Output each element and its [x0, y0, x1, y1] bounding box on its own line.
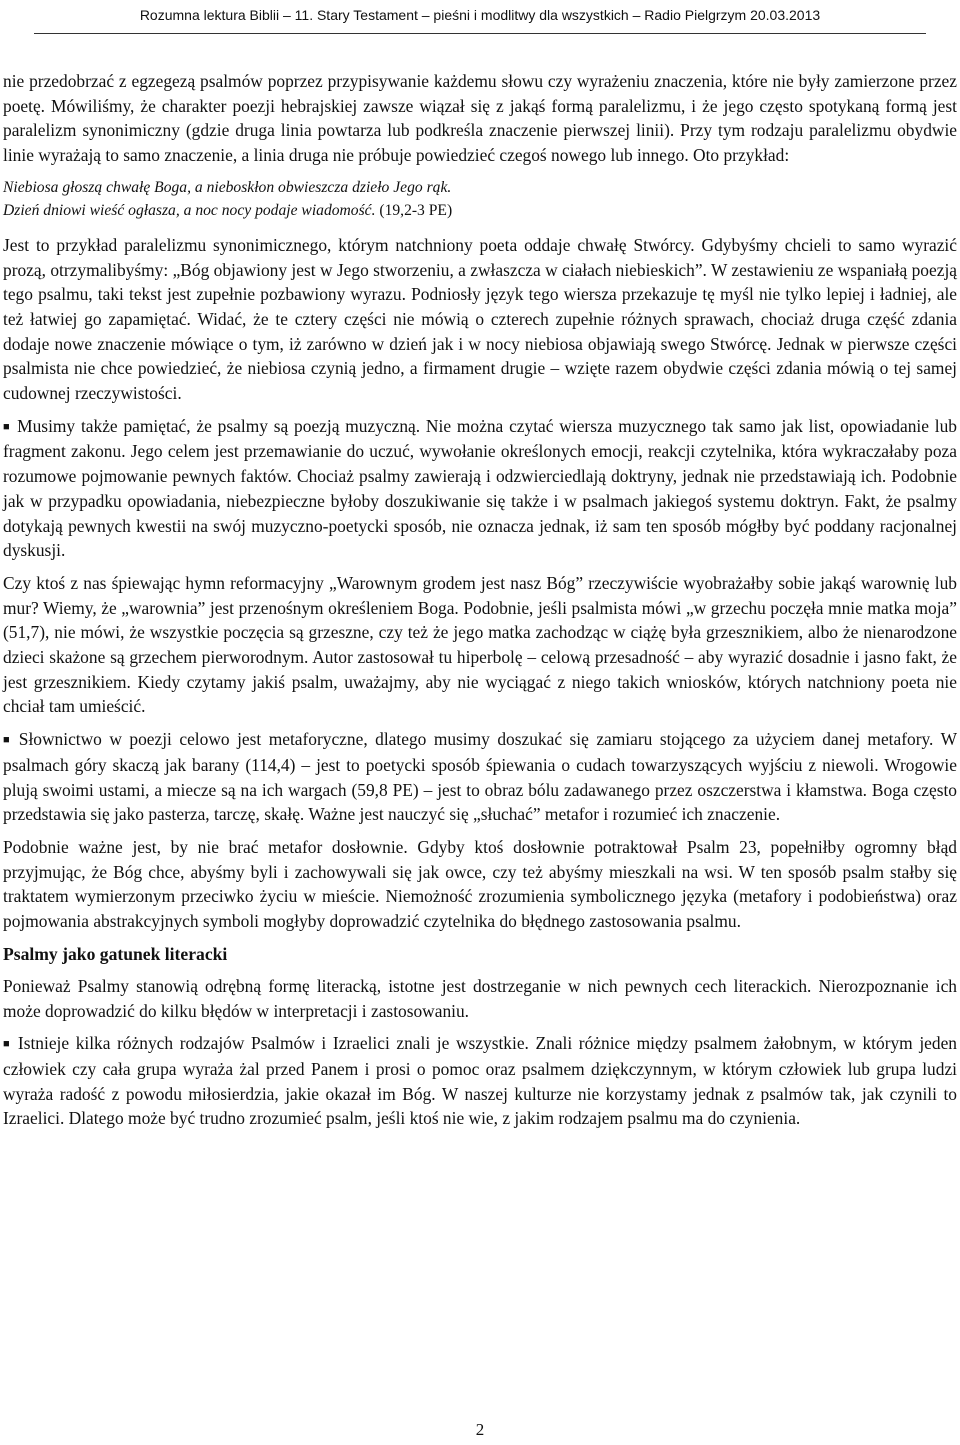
psalm-quote-line-1: Niebiosa głoszą chwałę Boga, a nieboskłon obwieszcza dzieło Jego rąk. [3, 178, 452, 196]
paragraph-hyperbole: Czy ktoś z nas śpiewając hymn reformacyjny „Warownym grodem jest nasz Bóg” rzeczywiście wyobrażałby sobie jakąś warownię lub mur? Wiemy, że „warownia” jest przenośnym określeniem Boga. Podobnie, jeśli psalmista mówi „w grzechu poczęła mnie matka moja” (51,7), nie mówi, że wszystkie poczęcia są grzeszne, czy też że jego matka zachodząc w ciążę była grzesznikiem, albo że nienarodzone dzieci skażone są grzechem pierworodnym. Autor zastosował tu hiperbolę – celową przesadność – aby wyrazić dosadnie i jasno fakt, że jest grzesznikiem. Kiedy czytamy jakiś psalm, uważajmy, aby nie wyciągać z niego takich wniosków, których natchniony poeta nie chciał tam umieścić. [3, 572, 957, 717]
paragraph-musical-poetry [3, 414, 957, 563]
bullet-square-icon: ■ [3, 734, 13, 747]
paragraph-parallelism-intro: nie przedobrzać z egzegezą psalmów poprzez przypisywanie każdemu słowu czy wyrażeniu znaczenia, które nie były zamierzone przez poetę. Mówiliśmy, że charakter poezji hebrajskiej zawsze wiązał się z jakąś formą paralelizmu, i że jego często spotykaną formą jest paralelizm synonimiczny (gdzie druga linia powtarza lub podkreśla znaczenie pierwszej linii). Przy tym rodzaju paralelizmu obydwie linie wyrażają to samo znaczenie, a linia druga nie próbuje powiedzieć czegoś nowego lub innego. Oto przykład: [3, 71, 957, 166]
bullet-square-icon: ■ [3, 420, 12, 433]
header-divider [34, 33, 926, 34]
psalm-quote-reference: (19,2-3 PE) [375, 201, 453, 219]
section-heading: Psalmy jako gatunek literacki [3, 943, 228, 964]
psalm-quote-line-2-text: Dzień dniowi wieść ogłasza, a noc nocy podaje wiadomość. [3, 201, 376, 219]
paragraph-literal-reading: Podobnie ważne jest, by nie brać metafor dosłownie. Gdyby ktoś dosłownie potraktował Psalm 23, popełniłby ogromny błąd przyjmując, że Bóg chce, abyśmy byli i zachowywali się jak owce, czy też abyśmy mieszkali na wsi. W ten sposób psalm stałby się traktatem wymierzonym przeciwko życiu w mieście. Niemożność zrozumienia symbolicznego języka (metafory i podobieństwa) oraz pojmowania abstrakcyjnych symboli mogłyby doprowadzić czytelnika do błędnego zastosowania psalmu. [3, 836, 957, 932]
running-header: Rozumna lektura Biblii – 11. Stary Testament – pieśni i modlitwy dla wszystkich – Radio Pielgrzym 20.03.2013 [139, 7, 821, 23]
bullet-square-icon: ■ [3, 1038, 12, 1051]
psalm-quote-line-2 [3, 199, 957, 222]
paragraph-literary-form: Ponieważ Psalmy stanowią odrębną formę literacką, istotne jest dostrzeganie w nich pewnych cech literackich. Nierozpoznanie ich może doprowadzić do kilku błędów w interpretacji i zastosowaniu. [3, 975, 957, 1021]
page-number: 2 [475, 1420, 485, 1439]
paragraph-psalm-types [3, 1031, 957, 1131]
document-body [3, 69, 957, 1139]
paragraph-metaphors-text: Słownictwo w poezji celowo jest metaforyczne, dlatego musimy doszukać się zamiaru stojącego za użyciem danej metafory. W psalmach góry skaczą jak barany (114,4) – jest to poetycki sposób śpiewania o cudach towarzyszących wyjściu z niewoli. Wrogowie plują swoimi ustami, a miecze są na ich wargach (59,8 PE) – jest to obraz bólu zadawanego przez oszczerstwa i kłamstwa. Boga często przedstawia się jako pasterza, tarczę, skałę. Ważne jest nauczyć się „słuchać” metafor i rozumieć ich znaczenie. [3, 729, 957, 825]
paragraph-synonymic-example: Jest to przykład paralelizmu synonimicznego, którym natchniony poeta oddaje chwałę Stwórcy. Gdybyśmy chcieli to samo wyrazić prozą, otrzymalibyśmy: „Bóg objawiony jest w Jego stworzeniu, a zwłaszcza w ciałach niebieskich”. W zestawieniu ze wspaniałą poezją tego psalmu, taki tekst jest zupełnie pozbawiony wyrazu. Podniosły język tego wiersza przekazuje tę myśl nie tylko lepiej i ładniej, ale też łatwiej go zapamiętać. Widać, że te cztery części nie mówią o czterech zupełnie różnych sprawach, chociaż druga część zdania dodaje nowe znaczenie mówiące o tym, iż zarówno w dzień jak i w nocy niebiosa objawiają swego Stwórcę. Jednak w pierwsze części psalmista nie chce powiedzieć, że niebiosa czynią jedno, a firmament drugie – wzięte razem obydwie części zdania mówią o tej samej cudownej rzeczywistości. [3, 234, 957, 404]
paragraph-musical-poetry-text: Musimy także pamiętać, że psalmy są poezją muzyczną. Nie można czytać wiersza muzycznego tak samo jak list, opowiadanie lub fragment zakonu. Jego celem jest przemawianie do uczuć, wywołanie określonych emocji, reakcji czytelnika, która wykraczałaby poza rozumowe pojmowanie pewnych faktów. Chociaż psalmy zawierają i odzwierciedlają doktryny, jednak nie przedstawiają ich. Podobnie jak w przypadku opowiadania, niebezpieczne byłoby doszukiwanie się także i w psalmach jakiegoś systemu doktryn. Fakt, że psalmy dotykają pewnych kwestii na swój muzyczno-poetycki sposób, nie oznacza jednak, iż sam ten sposób mógłby być poddany racjonalnej dyskusji. [3, 415, 957, 561]
paragraph-psalm-types-text: Istnieje kilka różnych rodzajów Psalmów i Izraelici znali je wszystkie. Znali różnice między psalmem żałobnym, w którym jeden człowiek czy cała grupa wyraża żal przed Panem i prosi o pomoc oraz psalmem dziękczynnym, w którym człowiek lub grupa ludzi wyraża radość z powodu miłosierdzia, jakie okazał im Bóg. W naszej kulturze nie korzystamy jednak z psalmów tak, jak czynili to Izraelici. Dlatego może być trudno zrozumieć psalm, jeśli ktoś nie wie, z jakim rodzajem psalmu ma do czynienia. [3, 1033, 957, 1129]
paragraph-metaphors [3, 727, 957, 827]
